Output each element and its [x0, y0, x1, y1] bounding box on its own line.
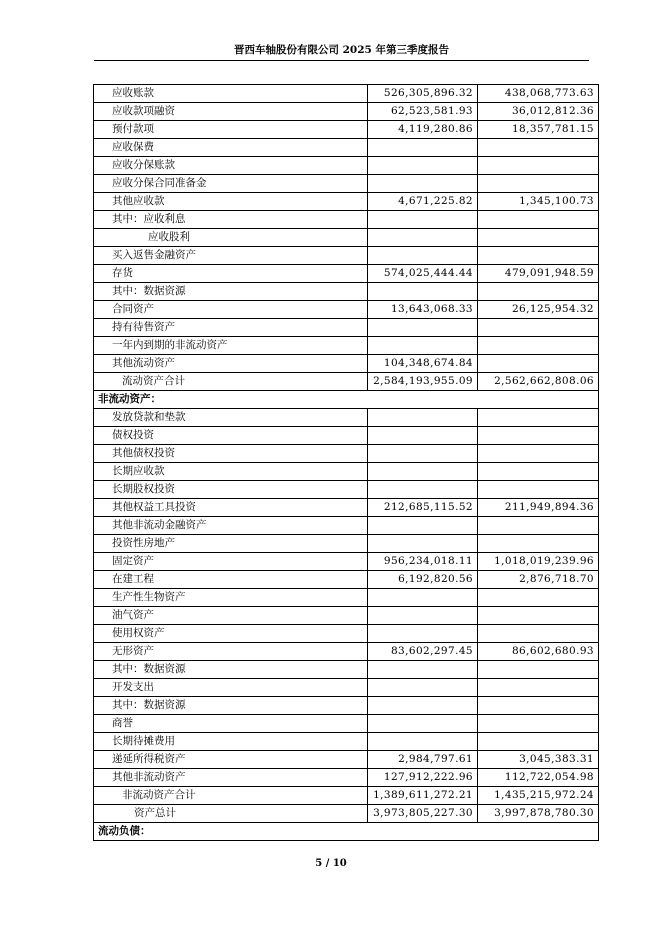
row-label: 应收分保账款 — [94, 157, 368, 175]
prior-period-value — [478, 229, 599, 247]
section-header-row — [94, 391, 599, 409]
current-period-value — [368, 517, 478, 535]
prior-period-value — [478, 355, 599, 373]
prior-period-value: 1,018,019,239.96 — [478, 553, 599, 571]
current-period-value: 62,523,581.93 — [368, 103, 478, 121]
current-period-value: 956,234,018.11 — [368, 553, 478, 571]
table-row — [94, 193, 599, 211]
table-row — [94, 499, 599, 517]
table-row — [94, 211, 599, 229]
prior-period-value — [478, 157, 599, 175]
table-row — [94, 517, 599, 535]
current-period-value: 83,602,297.45 — [368, 643, 478, 661]
current-period-value: 212,685,115.52 — [368, 499, 478, 517]
row-label: 其他应收款 — [94, 193, 368, 211]
table-row — [94, 643, 599, 661]
prior-period-value — [478, 661, 599, 679]
row-label: 存货 — [94, 265, 368, 283]
row-label: 应收款项融资 — [94, 103, 368, 121]
row-label: 其他非流动金融资产 — [94, 517, 368, 535]
prior-period-value — [478, 247, 599, 265]
current-period-value — [368, 157, 478, 175]
row-label: 其他权益工具投资 — [94, 499, 368, 517]
current-period-value — [368, 661, 478, 679]
row-label: 流动资产合计 — [94, 373, 368, 391]
current-period-value — [368, 319, 478, 337]
table-row — [94, 751, 599, 769]
prior-period-value — [478, 535, 599, 553]
table-row — [94, 157, 599, 175]
table-row — [94, 463, 599, 481]
prior-period-value: 86,602,680.93 — [478, 643, 599, 661]
table-row — [94, 85, 599, 103]
prior-period-value — [478, 319, 599, 337]
table-row — [94, 481, 599, 499]
table-row — [94, 427, 599, 445]
current-period-value — [368, 463, 478, 481]
row-label: 其他流动资产 — [94, 355, 368, 373]
prior-period-value: 18,357,781.15 — [478, 121, 599, 139]
current-period-value — [368, 607, 478, 625]
table-row — [94, 355, 599, 373]
row-label: 长期待摊费用 — [94, 733, 368, 751]
prior-period-value: 26,125,954.32 — [478, 301, 599, 319]
row-label: 使用权资产 — [94, 625, 368, 643]
current-period-value: 127,912,222.96 — [368, 769, 478, 787]
table-row — [94, 247, 599, 265]
prior-period-value — [478, 481, 599, 499]
page-number: 5 / 10 — [315, 858, 347, 869]
table-row — [94, 535, 599, 553]
table-row — [94, 589, 599, 607]
current-period-value — [368, 589, 478, 607]
prior-period-value — [478, 337, 599, 355]
table-row — [94, 661, 599, 679]
prior-period-value — [478, 175, 599, 193]
current-period-value — [368, 409, 478, 427]
current-period-value — [368, 229, 478, 247]
table-row — [94, 265, 599, 283]
prior-period-value: 112,722,054.98 — [478, 769, 599, 787]
row-label: 长期应收款 — [94, 463, 368, 481]
prior-period-value — [478, 715, 599, 733]
prior-period-value — [478, 733, 599, 751]
prior-period-value: 211,949,894.36 — [478, 499, 599, 517]
row-label: 油气资产 — [94, 607, 368, 625]
row-label: 预付款项 — [94, 121, 368, 139]
row-label: 应收保费 — [94, 139, 368, 157]
row-label: 应收账款 — [94, 85, 368, 103]
current-period-value: 574,025,444.44 — [368, 265, 478, 283]
row-label: 其中：应收利息 — [94, 211, 368, 229]
prior-period-value: 2,562,662,808.06 — [478, 373, 599, 391]
current-period-value — [368, 445, 478, 463]
prior-period-value: 3,045,383.31 — [478, 751, 599, 769]
prior-period-value: 1,435,215,972.24 — [478, 787, 599, 805]
row-label: 其中：数据资源 — [94, 661, 368, 679]
table-row — [94, 409, 599, 427]
table-row — [94, 571, 599, 589]
current-period-value — [368, 697, 478, 715]
row-label: 投资性房地产 — [94, 535, 368, 553]
prior-period-value — [478, 427, 599, 445]
balance-sheet-body — [94, 85, 599, 841]
row-label: 资产总计 — [94, 805, 368, 823]
current-period-value: 2,584,193,955.09 — [368, 373, 478, 391]
balance-sheet-table — [93, 84, 599, 841]
page-header-title: 晋西车轴股份有限公司 2025 年第三季度报告 — [233, 44, 450, 56]
current-period-value: 104,348,674.84 — [368, 355, 478, 373]
prior-period-value — [478, 445, 599, 463]
table-row — [94, 373, 599, 391]
table-row — [94, 283, 599, 301]
table-row — [94, 337, 599, 355]
prior-period-value — [478, 697, 599, 715]
table-row — [94, 445, 599, 463]
row-label: 应收股利 — [94, 229, 368, 247]
row-label: 买入返售金融资产 — [94, 247, 368, 265]
row-label: 无形资产 — [94, 643, 368, 661]
row-label: 长期股权投资 — [94, 481, 368, 499]
current-period-value — [368, 337, 478, 355]
current-period-value — [368, 211, 478, 229]
table-row — [94, 625, 599, 643]
row-label: 持有待售资产 — [94, 319, 368, 337]
row-label: 固定资产 — [94, 553, 368, 571]
current-period-value: 1,389,611,272.21 — [368, 787, 478, 805]
row-label: 递延所得税资产 — [94, 751, 368, 769]
current-period-value — [368, 175, 478, 193]
prior-period-value: 479,091,948.59 — [478, 265, 599, 283]
current-period-value — [368, 139, 478, 157]
table-row — [94, 229, 599, 247]
table-row — [94, 715, 599, 733]
current-period-value — [368, 481, 478, 499]
current-period-value — [368, 679, 478, 697]
table-row — [94, 301, 599, 319]
table-row — [94, 121, 599, 139]
row-label: 商誉 — [94, 715, 368, 733]
table-row — [94, 769, 599, 787]
prior-period-value: 36,012,812.36 — [478, 103, 599, 121]
prior-period-value: 3,997,878,780.30 — [478, 805, 599, 823]
table-row — [94, 553, 599, 571]
header-rule — [94, 60, 589, 61]
prior-period-value — [478, 211, 599, 229]
prior-period-value: 1,345,100.73 — [478, 193, 599, 211]
current-period-value — [368, 283, 478, 301]
table-row — [94, 805, 599, 823]
row-label: 应收分保合同准备金 — [94, 175, 368, 193]
row-label: 其他债权投资 — [94, 445, 368, 463]
table-row — [94, 733, 599, 751]
current-period-value: 3,973,805,227.30 — [368, 805, 478, 823]
row-label: 非流动资产合计 — [94, 787, 368, 805]
table-row — [94, 697, 599, 715]
current-period-value: 13,643,068.33 — [368, 301, 478, 319]
row-label: 合同资产 — [94, 301, 368, 319]
prior-period-value — [478, 139, 599, 157]
row-label: 其中：数据资源 — [94, 697, 368, 715]
current-period-value — [368, 625, 478, 643]
current-period-value: 6,192,820.56 — [368, 571, 478, 589]
row-label: 其他非流动资产 — [94, 769, 368, 787]
table-row — [94, 319, 599, 337]
prior-period-value: 2,876,718.70 — [478, 571, 599, 589]
prior-period-value — [478, 517, 599, 535]
table-row — [94, 175, 599, 193]
prior-period-value — [478, 625, 599, 643]
current-period-value — [368, 427, 478, 445]
section-header-row — [94, 823, 599, 841]
prior-period-value — [478, 463, 599, 481]
table-row — [94, 679, 599, 697]
table-row — [94, 607, 599, 625]
row-label: 生产性生物资产 — [94, 589, 368, 607]
current-period-value: 4,671,225.82 — [368, 193, 478, 211]
prior-period-value — [478, 283, 599, 301]
current-period-value — [368, 733, 478, 751]
current-period-value — [368, 715, 478, 733]
current-period-value: 526,305,896.32 — [368, 85, 478, 103]
prior-period-value — [478, 607, 599, 625]
prior-period-value — [478, 409, 599, 427]
table-row — [94, 103, 599, 121]
current-period-value — [368, 535, 478, 553]
row-label: 开发支出 — [94, 679, 368, 697]
row-label: 债权投资 — [94, 427, 368, 445]
current-period-value — [368, 247, 478, 265]
section-label: 流动负债： — [94, 823, 599, 841]
current-period-value: 2,984,797.61 — [368, 751, 478, 769]
current-period-value: 4,119,280.86 — [368, 121, 478, 139]
row-label: 其中：数据资源 — [94, 283, 368, 301]
row-label: 在建工程 — [94, 571, 368, 589]
prior-period-value: 438,068,773.63 — [478, 85, 599, 103]
row-label: 一年内到期的非流动资产 — [94, 337, 368, 355]
row-label: 发放贷款和垫款 — [94, 409, 368, 427]
table-row — [94, 787, 599, 805]
table-row — [94, 139, 599, 157]
prior-period-value — [478, 679, 599, 697]
section-label: 非流动资产： — [94, 391, 599, 409]
prior-period-value — [478, 589, 599, 607]
